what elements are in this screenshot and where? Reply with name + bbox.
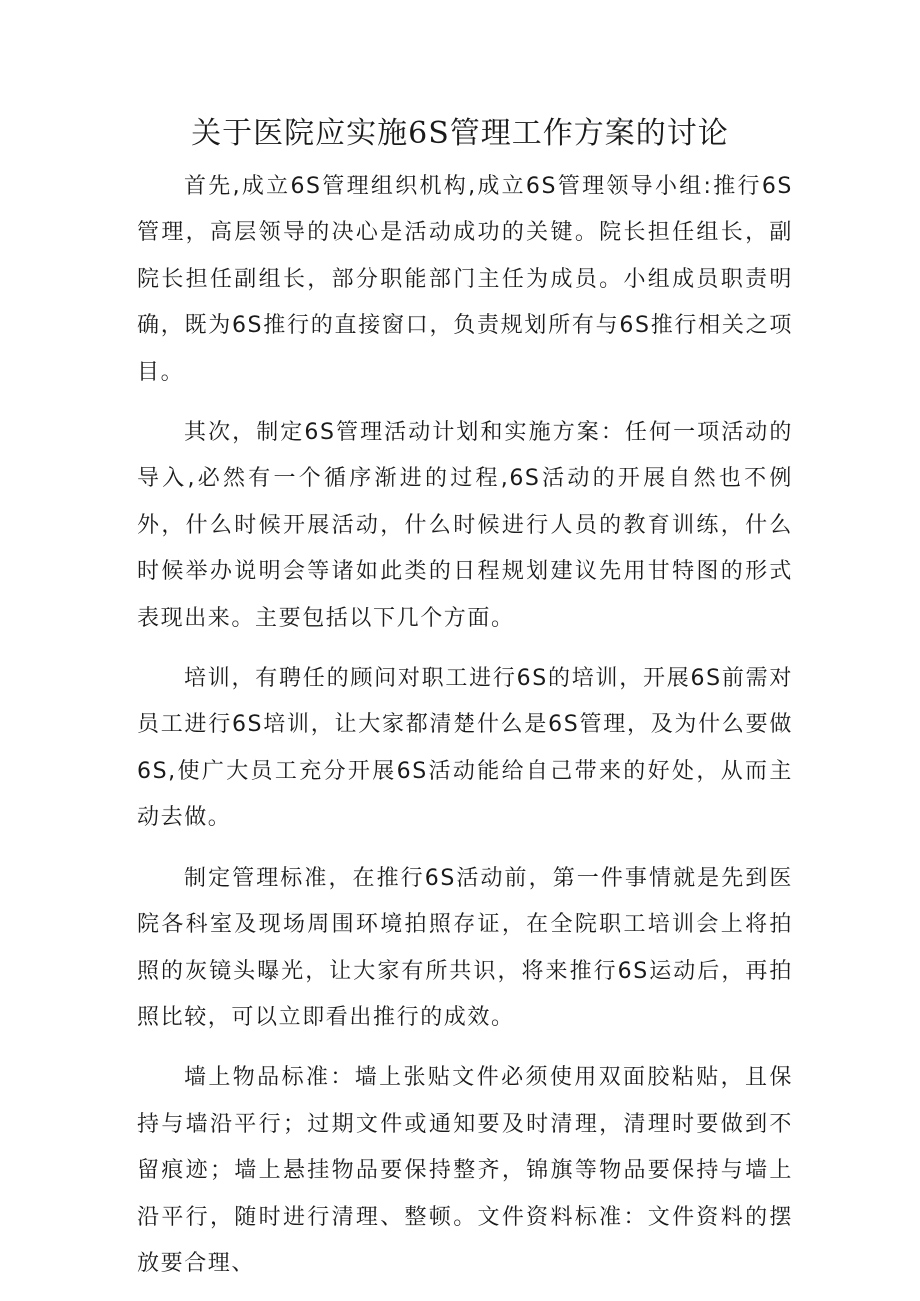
paragraph-training: 培训，有聘任的顾问对职工进行6S的培训，开展6S前需对员工进行6S培训，让大家都清楚什么是6S管理，及为什么要做6S,使广大员工充分开展6S活动能给自己带来的好处，从而主动去做。 (137, 666, 793, 831)
document-body (137, 164, 793, 1301)
document-title: 关于医院应实施6S管理工作方案的讨论 (191, 116, 729, 151)
paragraph-organization: 首先,成立6S管理组织机构,成立6S管理领导小组:推行6S管理，高层领导的决心是活动成功的关键。院长担任组长，副院长担任副组长，部分职能部门主任为成员。小组成员职责明确，既为6S推行的直接窗口，负责规划所有与6S推行相关之项目。 (137, 174, 793, 385)
paragraph-wall-items: 墙上物品标准：墙上张贴文件必须使用双面胶粘贴，且保持与墙沿平行；过期文件或通知要及时清理，清理时要做到不留痕迹；墙上悬挂物品要保持整齐，锦旗等物品要保持与墙上沿平行，随时进行清理、整顿。文件资料标准：文件资料的摆放要合理、 (137, 1065, 793, 1276)
paragraph-plan: 其次，制定6S管理活动计划和实施方案：任何一项活动的导入,必然有一个循序渐进的过程,6S活动的开展自然也不例外，什么时候开展活动，什么时候进行人员的教育训练，什么时候举办说明会等诸如此类的日程规划建议先用甘特图的形式表现出来。主要包括以下几个方面。 (137, 420, 793, 631)
paragraph-standards: 制定管理标准，在推行6S活动前，第一件事情就是先到医院各科室及现场周围环境拍照存证，在全院职工培训会上将拍照的灰镜头曝光，让大家有所共识，将来推行6S运动后，再拍照比较，可以立即看出推行的成效。 (137, 865, 793, 1030)
